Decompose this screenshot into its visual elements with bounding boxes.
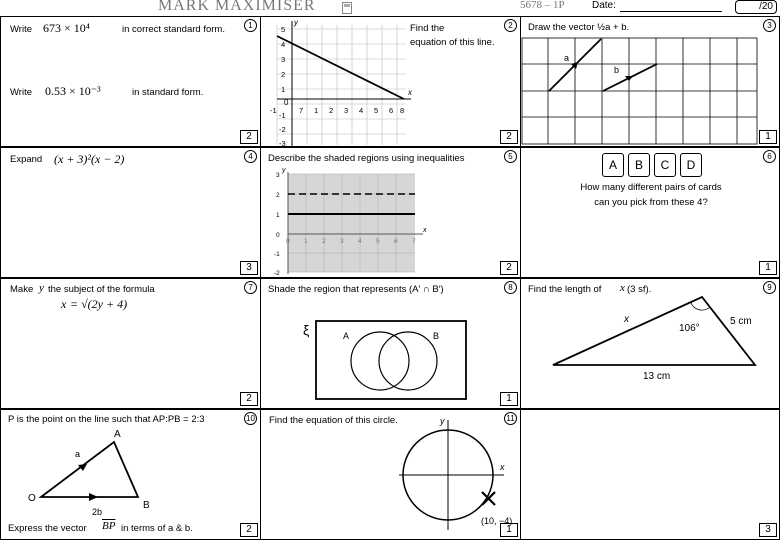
question-number: 11 — [504, 412, 517, 425]
question-5 — [260, 147, 521, 278]
q1-write-2: Write — [10, 87, 32, 98]
q5-axis-x-label: x — [423, 227, 427, 234]
q7-formula-lhs: x — [61, 297, 67, 311]
q10-prompt: P is the point on the line such that AP:PB = 2:3 — [8, 414, 205, 425]
question-8 — [260, 278, 521, 409]
marks-box: 2 — [240, 392, 258, 406]
q10-vector-a-label: a — [75, 449, 81, 459]
q8-universal-set-symbol: ξ — [303, 322, 310, 338]
question-number: 3 — [763, 19, 776, 32]
q2-ytick: 2 — [281, 70, 286, 79]
q9-prompt-end: (3 sf). — [627, 284, 652, 295]
q9-prompt-start: Find the length of — [528, 284, 602, 295]
q10-vector-diagram — [1, 424, 181, 517]
q2-xtick: 6 — [389, 106, 394, 115]
q5-ytick: 2 — [276, 192, 280, 199]
q1-instruction-1: in correct standard form. — [122, 24, 225, 35]
q10-express-start: Express the vector — [8, 523, 87, 534]
q5-inequality-graph — [261, 168, 441, 278]
q2-xtick: 1 — [314, 106, 319, 115]
paper-code: 5678 – 1P — [520, 0, 565, 11]
q9-side-13cm-label: 13 cm — [643, 371, 671, 382]
q2-xtick: 3 — [344, 106, 349, 115]
card-b: B — [628, 153, 650, 177]
page-header — [0, 0, 780, 16]
q4-expression: (x + 3)²(x − 2) — [54, 152, 125, 166]
card-a: A — [602, 153, 624, 177]
q5-xtick: 6 — [394, 238, 398, 245]
question-number: 8 — [504, 281, 517, 294]
calculator-icon — [342, 2, 352, 14]
question-2 — [260, 16, 521, 147]
question-10 — [0, 409, 261, 540]
q1-expression-1: 673 × 10⁴ — [43, 21, 90, 35]
q7-prompt-start: Make — [10, 284, 34, 295]
date-field[interactable] — [620, 11, 722, 12]
q2-xtick: 2 — [329, 106, 334, 115]
q2-ytick: -3 — [279, 139, 286, 148]
q2-prompt-line-2: equation of this line. — [410, 37, 495, 48]
question-number: 5 — [504, 150, 517, 163]
marks-box: 2 — [500, 130, 518, 144]
question-3 — [520, 16, 780, 147]
q7-prompt-end: the subject of the formula — [48, 284, 155, 295]
q2-ytick: 1 — [281, 85, 286, 94]
q11-axis-x-label: x — [500, 462, 505, 472]
marks-box: 1 — [500, 392, 518, 406]
marks-box: 3 — [759, 523, 777, 537]
question-1 — [0, 16, 261, 147]
marks-box: 2 — [240, 130, 258, 144]
q5-ytick: 3 — [276, 172, 280, 179]
q8-venn-diagram — [301, 317, 501, 407]
q11-point-label: (10, −4) — [481, 516, 513, 526]
marks-box: 2 — [240, 523, 258, 537]
q2-prompt-line-1: Find the — [410, 23, 445, 34]
q10-vector-2b-label: 2b — [92, 507, 103, 517]
marks-box: 1 — [500, 523, 518, 537]
q10-point-o-label: O — [28, 493, 36, 504]
question-number: 6 — [763, 150, 776, 163]
marks-box: 1 — [759, 130, 777, 144]
q11-axis-y-label: y — [440, 416, 445, 426]
q5-xtick: 3 — [340, 238, 344, 245]
q2-line-graph — [261, 17, 521, 148]
marks-box: 3 — [240, 261, 258, 275]
q9-triangle — [521, 289, 780, 399]
marks-box: 1 — [759, 261, 777, 275]
q2-axis-y-label: y — [294, 18, 298, 27]
q5-xtick: 0 — [286, 238, 290, 245]
page-title: MARK MAXIMISER — [158, 0, 316, 14]
q2-xtick: 4 — [359, 106, 364, 115]
q10-vector: $\overline{BP}$ — [102, 520, 116, 532]
question-number: 4 — [244, 150, 257, 163]
question-number: 7 — [244, 281, 257, 294]
q5-ytick: -1 — [274, 251, 280, 258]
q10-point-a-label: A — [114, 429, 121, 440]
date-label: Date: — [592, 0, 616, 11]
q6-prompt-line-1: How many different pairs of cards — [580, 182, 722, 193]
q9-variable: x — [620, 282, 625, 294]
question-6 — [520, 147, 780, 278]
q9-side-x-label: x — [624, 314, 629, 325]
q10-point-b-label: B — [143, 500, 150, 511]
q1-instruction-2: in standard form. — [132, 87, 204, 98]
q5-prompt: Describe the shaded regions using inequalities — [268, 153, 465, 164]
q5-xtick: 2 — [322, 238, 326, 245]
q7-variable: y — [39, 282, 44, 294]
q7-formula-rhs: = √(2y + 4) — [70, 297, 128, 311]
q2-ytick: -2 — [279, 125, 286, 134]
q5-xtick: 4 — [358, 238, 362, 245]
question-12 — [520, 409, 780, 540]
q8-set-a-label: A — [343, 331, 350, 341]
q5-ytick: 0 — [276, 232, 280, 239]
question-11 — [260, 409, 521, 540]
q2-ytick: 4 — [281, 40, 286, 49]
q1-expression-2: 0.53 × 10⁻³ — [45, 84, 101, 98]
question-number: 1 — [244, 19, 257, 32]
score-box: /20 — [735, 0, 777, 14]
question-4 — [0, 147, 261, 278]
card-c: C — [654, 153, 676, 177]
q8-prompt: Shade the region that represents (A′ ∩ B′) — [268, 284, 444, 295]
q2-origin: 0 — [284, 98, 289, 107]
q5-xtick: 7 — [412, 238, 416, 245]
q4-prompt: Expand — [10, 154, 43, 165]
q2-ytick: -1 — [279, 111, 286, 120]
q6-prompt-line-2: can you pick from these 4? — [594, 197, 708, 208]
card-d: D — [680, 153, 702, 177]
q9-angle-label: 106° — [679, 323, 700, 334]
question-number: 9 — [763, 281, 776, 294]
q3-vector-b-label: b — [614, 65, 620, 75]
q5-ytick: 1 — [276, 212, 280, 219]
q5-ytick: -2 — [274, 270, 280, 277]
q3-prompt: Draw the vector ½a + b. — [528, 22, 630, 33]
marks-box: 2 — [500, 261, 518, 275]
question-grid — [0, 16, 780, 540]
q3-vector-grid — [521, 35, 761, 145]
question-7 — [0, 278, 261, 409]
q2-xtick: 8 — [400, 106, 405, 115]
q2-ytick: 3 — [281, 55, 286, 64]
q11-prompt: Find the equation of this circle. — [269, 415, 398, 426]
q2-xtick: 5 — [374, 106, 379, 115]
q5-axis-y-label: y — [282, 167, 286, 174]
question-number: 2 — [504, 19, 517, 32]
q1-write-1: Write — [10, 24, 32, 35]
q5-xtick: 1 — [304, 238, 308, 245]
q2-xtick: -1 — [270, 106, 277, 115]
q8-set-b-label: B — [433, 331, 440, 341]
q10-express-end: in terms of a & b. — [121, 523, 193, 534]
q2-axis-x-label: x — [408, 88, 412, 97]
q9-side-5cm-label: 5 cm — [730, 316, 752, 327]
question-number: 10 — [244, 412, 257, 425]
q2-ytick: 5 — [281, 25, 286, 34]
question-9 — [520, 278, 780, 409]
q2-xtick: 7 — [299, 106, 304, 115]
q5-xtick: 5 — [376, 238, 380, 245]
q3-vector-a-label: a — [564, 53, 570, 63]
